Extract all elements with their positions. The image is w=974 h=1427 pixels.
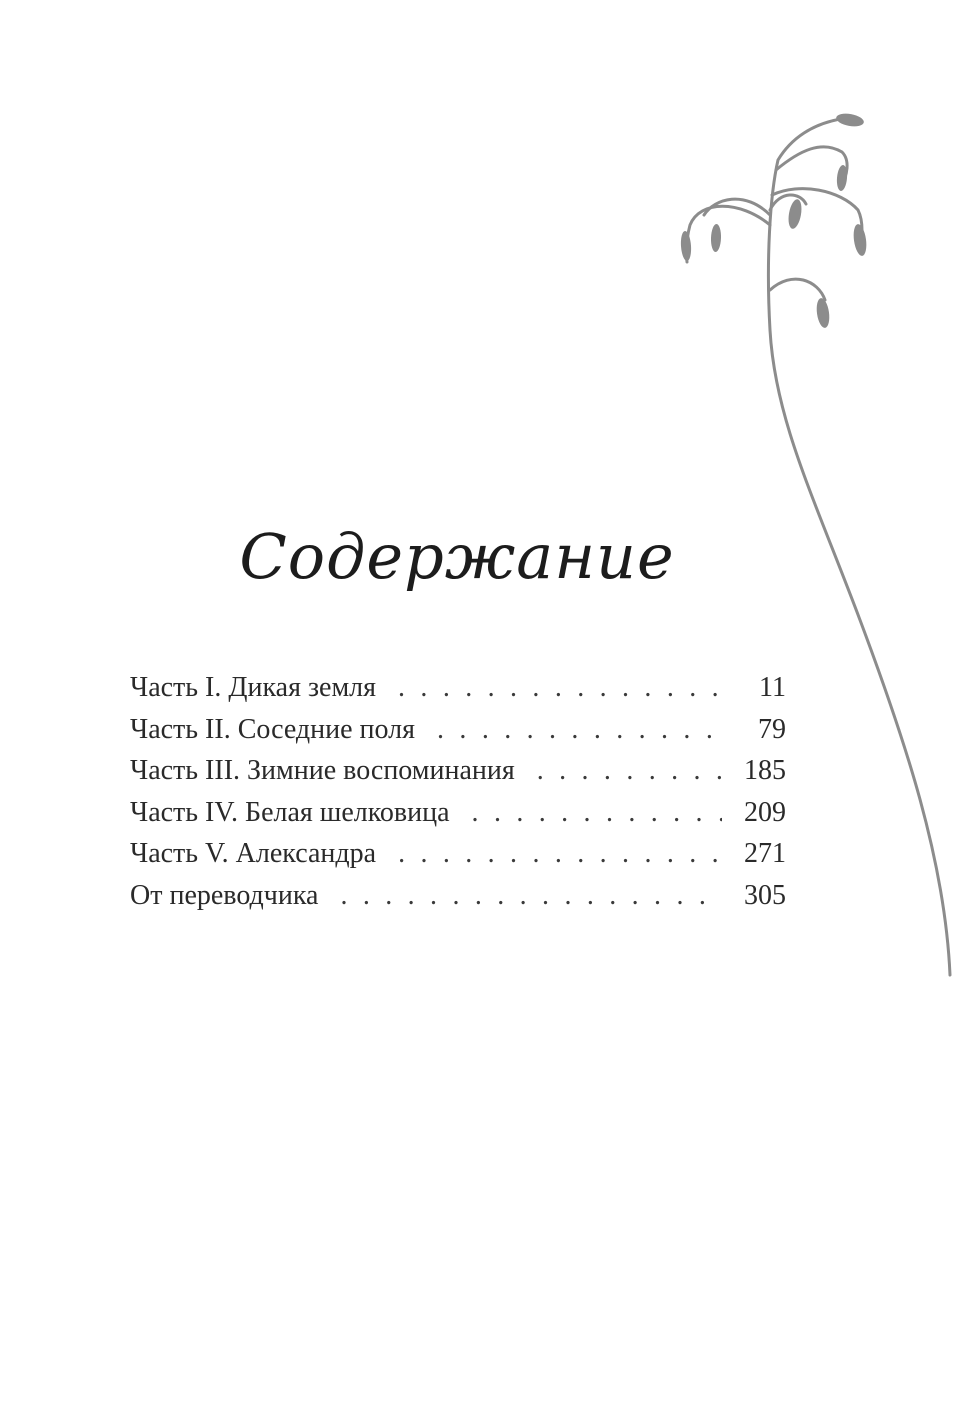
toc-entry-title: Часть IV. Белая шелковица	[130, 796, 450, 828]
toc-entry-title: Часть II. Соседние поля	[130, 713, 416, 745]
toc-page-number: 185	[744, 755, 786, 787]
toc-entry[interactable]	[130, 838, 786, 880]
toc-entry-title: Часть III. Зимние воспоминания	[130, 755, 515, 787]
toc-entry-title: Часть I. Дикая земля	[130, 672, 377, 703]
dot-leader	[398, 838, 722, 870]
dot-leader	[398, 672, 722, 704]
toc-entry[interactable]	[130, 672, 786, 714]
page-title: Содержание	[239, 520, 675, 593]
toc-page-number: 305	[744, 879, 786, 911]
toc-page-number: 209	[744, 796, 786, 828]
dot-leader	[472, 797, 722, 829]
toc-entry[interactable]	[130, 755, 786, 797]
table-of-contents	[130, 672, 786, 922]
dot-leader	[537, 755, 722, 787]
toc-entry[interactable]	[130, 714, 786, 756]
toc-entry[interactable]	[130, 880, 786, 922]
toc-page-number: 11	[759, 672, 786, 703]
toc-page-number: 271	[744, 838, 786, 870]
toc-page-number: 79	[758, 713, 786, 745]
dot-leader	[340, 880, 722, 912]
dot-leader	[437, 714, 722, 746]
toc-entry-title: Часть V. Александра	[130, 838, 377, 870]
toc-entry[interactable]	[130, 797, 786, 839]
toc-entry-title: От переводчика	[130, 879, 319, 911]
